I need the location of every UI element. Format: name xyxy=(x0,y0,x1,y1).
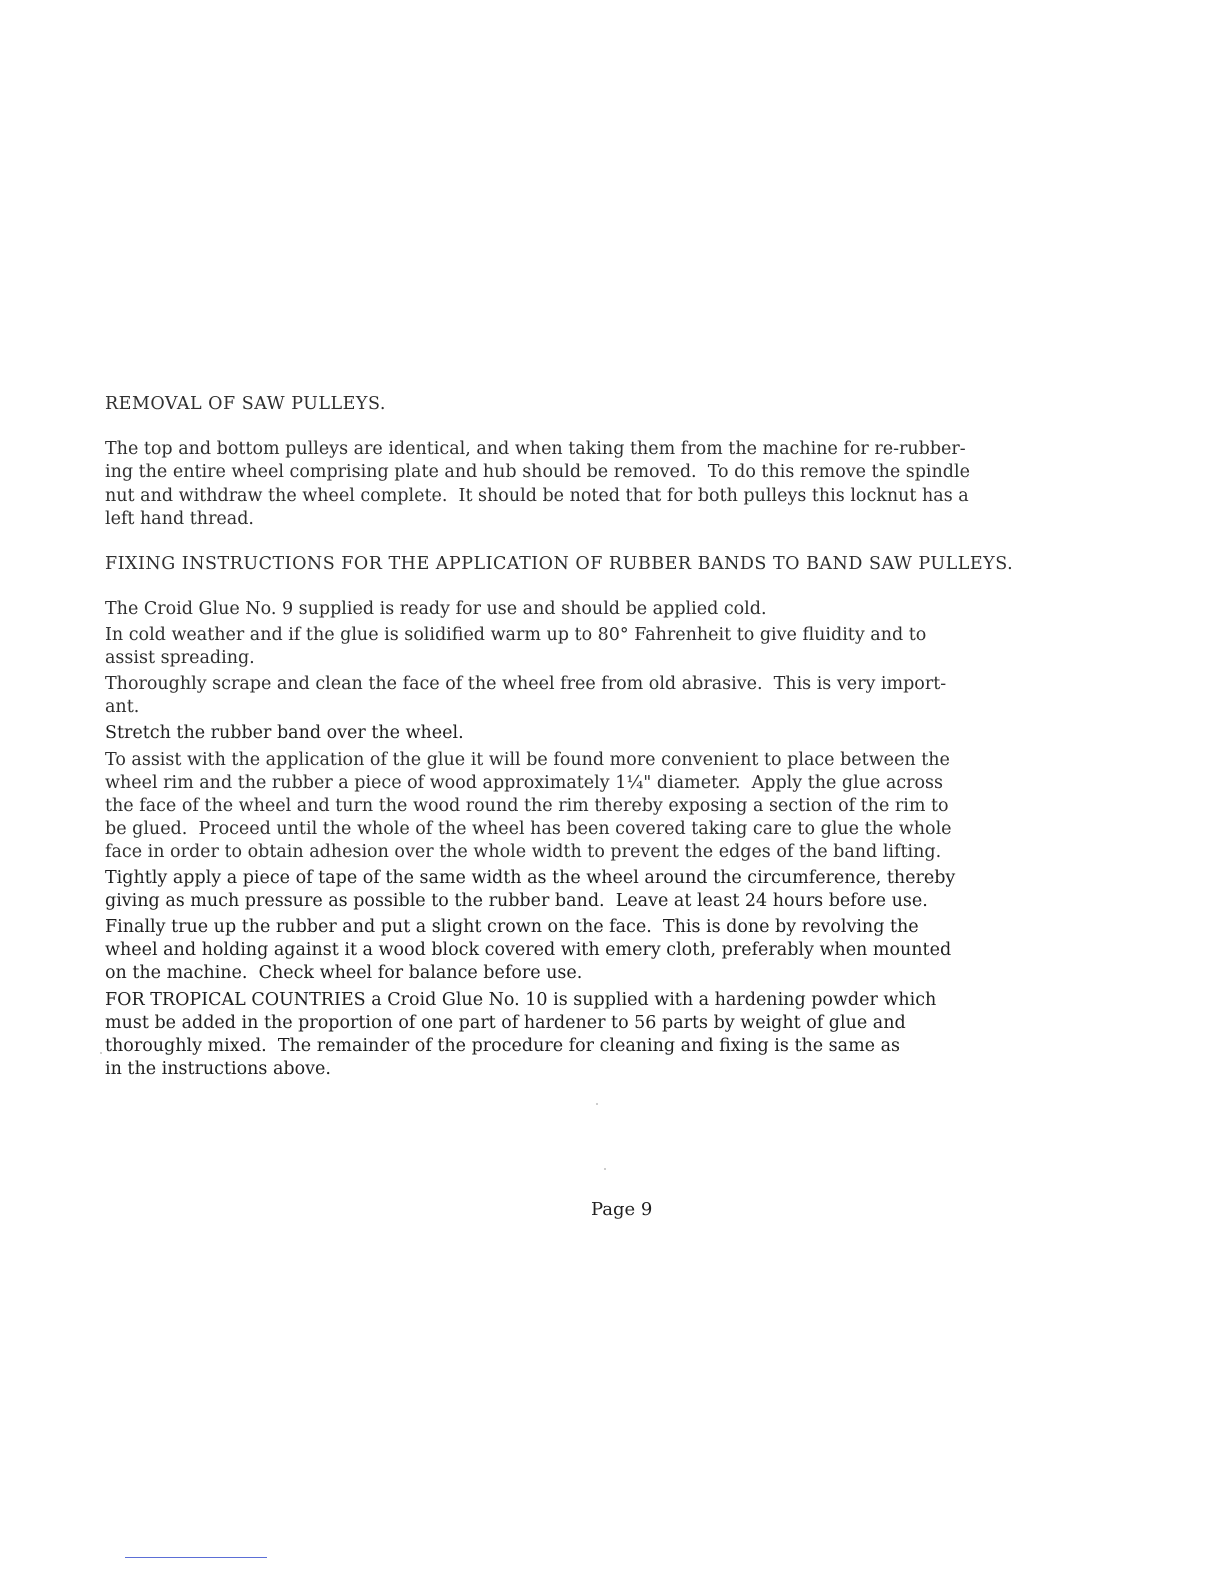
fixing-step-tropical: FOR TROPICAL COUNTRIES a Croid Glue No. 10 is supplied with a hardening powder which must be added in the proportion of one part of hardener to 56 parts by weight of glue and thoroughly mixed. The remainder of the procedure for cleaning and fixing is the same as in the instructions above. xyxy=(105,989,937,1079)
scan-speck xyxy=(596,1103,598,1105)
removal-paragraph: The top and bottom pulleys are identical, and when taking them from the machine for re-rubber- ing the entire wheel comprising plate and hub should be removed. To do this remove the spindle nut and withdraw the wheel complete. It should be noted that for both pulleys this locknut has a left hand thread. xyxy=(105,439,970,529)
fixing-step-stretch-band: Stretch the rubber band over the wheel. xyxy=(105,723,464,744)
fixing-step-apply-glue: To assist with the application of the glue it will be found more convenient to place between the wheel rim and the rubber a piece of wood approximately 1¼" diameter. Apply the glue across the face of the wheel and turn the wood round the rim thereby exposing a section of the rim to be glued. Proceed until the whole of the wheel has been covered taking care to glue the whole face in order to obtain adhesion over the whole width to prevent the edges of the band lifting. xyxy=(105,749,952,862)
fixing-step-true-up: Finally true up the rubber and put a slight crown on the face. This is done by revolving the wheel and holding against it a wood block covered with emery cloth, preferably when mounted on the machine. Check wheel for balance before use. xyxy=(105,917,952,984)
scan-speck xyxy=(604,1168,606,1170)
scan-speck xyxy=(100,1052,102,1054)
removal-heading: REMOVAL OF SAW PULLEYS. xyxy=(105,394,386,414)
fixing-instructions-list xyxy=(105,598,955,1084)
fixing-step-glue-ready: The Croid Glue No. 9 supplied is ready for use and should be applied cold. xyxy=(105,599,767,619)
fixing-step-tape: Tightly apply a piece of tape of the same width as the wheel around the circumference, thereby giving as much pressure as possible to the rubber band. Leave at least 24 hours before use. xyxy=(105,868,956,912)
fixing-step-scrape-clean: Thoroughly scrape and clean the face of the wheel free from old abrasive. This is very import- ant. xyxy=(105,674,947,718)
page-number: Page 9 xyxy=(591,1199,653,1220)
fixing-instructions-heading: FIXING INSTRUCTIONS FOR THE APPLICATION OF RUBBER BANDS TO BAND SAW PULLEYS. xyxy=(105,554,1014,574)
scan-artifact-line xyxy=(125,1557,267,1558)
fixing-step-cold-weather: In cold weather and if the glue is solidified warm up to 80° Fahrenheit to give fluidity and to assist spreading. xyxy=(105,625,927,669)
